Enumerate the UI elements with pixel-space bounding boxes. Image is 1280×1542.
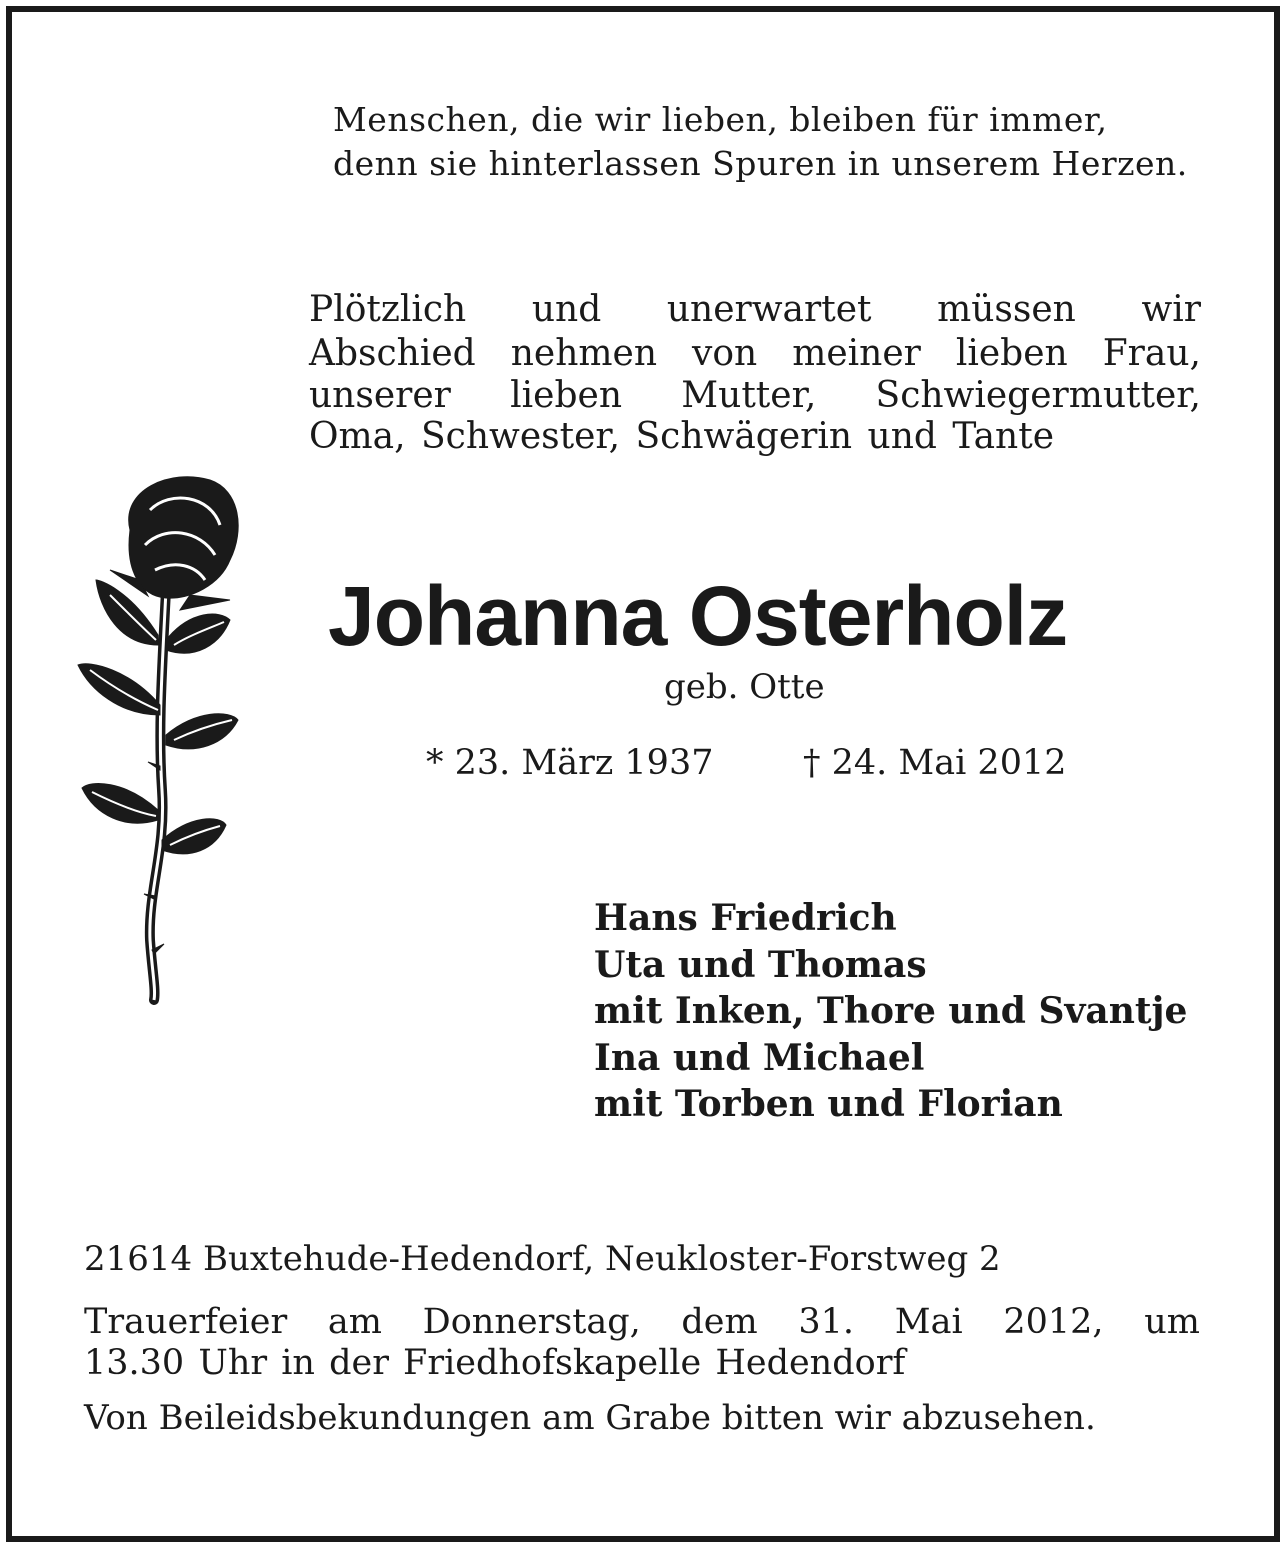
- service-word: Donnerstag,: [422, 1302, 641, 1342]
- intro-word: Abschied: [309, 333, 476, 374]
- family-list: [594, 895, 1187, 1128]
- intro-word: meiner: [792, 333, 921, 374]
- family-member: Uta und Thomas: [594, 943, 927, 986]
- intro-word: Plötzlich: [309, 289, 467, 330]
- intro-word: wir: [1141, 289, 1201, 330]
- service-word: am: [327, 1302, 382, 1342]
- service-word: Trauerfeier: [84, 1302, 288, 1342]
- intro-word: Schwiegermutter,: [875, 375, 1201, 416]
- intro-word: Frau,: [1102, 333, 1201, 374]
- motto-line-2: denn sie hinterlassen Spuren in unserem Herzen.: [333, 144, 1188, 183]
- intro-word: nehmen: [510, 333, 658, 374]
- service-word: um: [1144, 1302, 1200, 1342]
- service-line-2: 13.30 Uhr in der Friedhofskapelle Hedendorf: [84, 1343, 906, 1383]
- intro-word: müssen: [937, 289, 1076, 330]
- family-member: mit Inken, Thore und Svantje: [594, 990, 1188, 1032]
- intro-word: lieben: [955, 333, 1068, 374]
- rose-icon: [70, 470, 250, 1010]
- family-member: Ina und Michael: [594, 1036, 925, 1079]
- intro-word: unserer: [309, 375, 451, 416]
- intro-line-4: Oma, Schwester, Schwägerin und Tante: [309, 416, 1054, 457]
- birth-name: geb. Otte: [664, 667, 825, 707]
- motto-line-1: Menschen, die wir lieben, bleiben für immer,: [333, 100, 1108, 139]
- deceased-name: Johanna Osterholz: [328, 569, 1068, 663]
- intro-word: lieben: [510, 375, 623, 416]
- family-member: mit Torben und Florian: [594, 1083, 1063, 1125]
- family-member: Hans Friedrich: [594, 897, 897, 939]
- address: 21614 Buxtehude-Hedendorf, Neukloster-Forstweg 2: [84, 1239, 1001, 1279]
- closing-note: Von Beileidsbekundungen am Grabe bitten wir abzusehen.: [84, 1398, 1096, 1438]
- intro-word: unerwartet: [666, 289, 872, 330]
- intro-line-1: [309, 289, 1201, 330]
- intro-word: Mutter,: [681, 375, 817, 416]
- service-word: 31.: [798, 1302, 855, 1342]
- service-line-1: [84, 1302, 1200, 1342]
- service-word: dem: [681, 1302, 758, 1342]
- service-word: 2012,: [1003, 1302, 1104, 1342]
- intro-line-2: [309, 333, 1201, 374]
- intro-word: von: [692, 333, 758, 374]
- intro-word: und: [531, 289, 602, 330]
- death-date: † 24. Mai 2012: [803, 743, 1067, 783]
- intro-line-3: [309, 375, 1201, 416]
- service-word: Mai: [894, 1302, 963, 1342]
- birth-date: * 23. März 1937: [426, 743, 714, 783]
